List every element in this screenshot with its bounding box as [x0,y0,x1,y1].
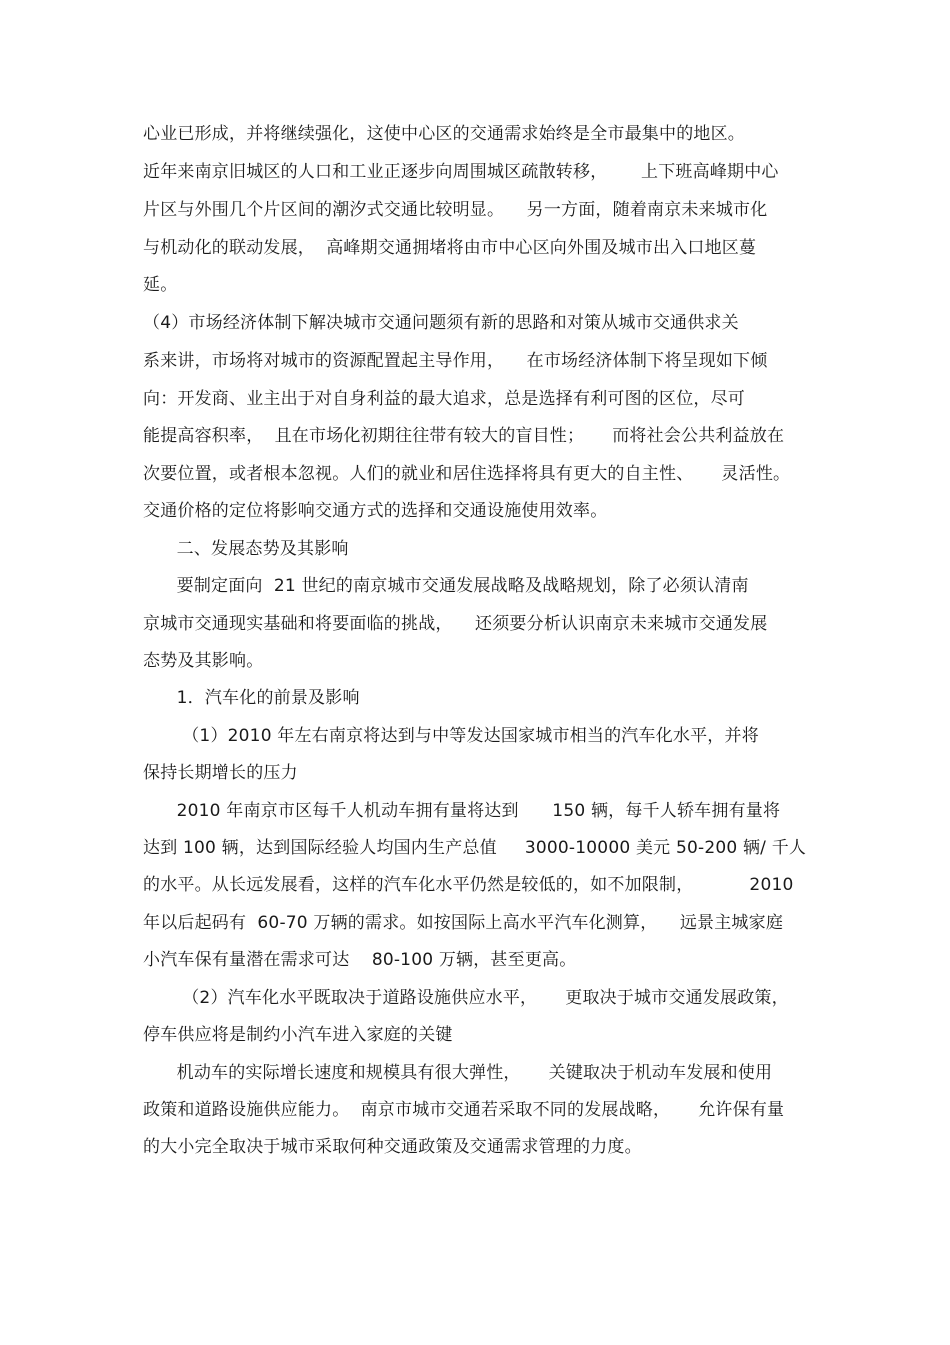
text-line: 系来讲，市场将对城市的资源配置起主导作用， 在市场经济体制下将呈现如下倾 [143,351,768,371]
text-line: 机动车的实际增长速度和规模具有很大弹性， 关键取决于机动车发展和使用 [143,1063,773,1083]
text-line: 年以后起码有 60-70 万辆的需求。如按国际上高水平汽车化测算， 远景主城家庭 [143,913,784,933]
text-line: 的大小完全取决于城市采取何种交通政策及交通需求管理的力度。 [143,1137,642,1157]
text-line: 态势及其影响。 [143,651,264,671]
text-line: 2010 年南京市区每千人机动车拥有量将达到 150 辆，每千人轿车拥有量将 [143,801,781,821]
text-line: （1）2010 年左右南京将达到与中等发达国家城市相当的汽车化水平，并将 [143,726,759,746]
subsection-heading: 1．汽车化的前景及影响 [143,688,360,708]
text-line: 片区与外围几个片区间的潮汐式交通比较明显。 另一方面，随着南京未来城市化 [143,200,768,220]
text-line: 与机动化的联动发展， 高峰期交通拥堵将由市中心区向外围及城市出入口地区蔓 [143,238,757,258]
text-line: 要制定面向 21 世纪的南京城市交通发展战略及战略规划，除了必须认清南 [143,576,749,596]
text-line: 心业已形成，并将继续强化，这使中心区的交通需求始终是全市最集中的地区。 [143,124,745,144]
text-line: 保持长期增长的压力 [143,763,298,783]
text-line: 能提高容积率， 且在市场化初期往往带有较大的盲目性； 而将社会公共利益放在 [143,426,785,446]
text-line: 停车供应将是制约小汽车进入家庭的关键 [143,1025,453,1045]
text-line: 延。 [143,275,178,295]
text-line: 的水平。从长远发展看，这样的汽车化水平仍然是较低的，如不加限制， 2010 [143,875,794,895]
text-line: 交通价格的定位将影响交通方式的选择和交通设施使用效率。 [143,501,608,521]
text-line: 次要位置，或者根本忽视。人们的就业和居住选择将具有更大的自主性、 灵活性。 [143,464,791,484]
text-line: （2）汽车化水平既取决于道路设施供应水平， 更取决于城市交通发展政策， [143,988,789,1008]
text-line: 京城市交通现实基础和将要面临的挑战， 还须要分析认识南京未来城市交通发展 [143,614,768,634]
text-line: 达到 100 辆，达到国际经验人均国内生产总值 3000-10000 美元 50-200 辆/ 千人 [143,838,807,858]
text-line: 向：开发商、业主出于对自身利益的最大追求，总是选择有利可图的区位，尽可 [143,389,745,409]
text-line: 政策和道路设施供应能力。 南京市城市交通若采取不同的发展战略， 允许保有量 [143,1100,785,1120]
text-line: （4）市场经济体制下解决城市交通问题须有新的思路和对策从城市交通供求关 [143,313,739,333]
text-line: 小汽车保有量潜在需求可达 80-100 万辆，甚至更高。 [143,950,577,970]
section-heading: 二、发展态势及其影响 [143,539,349,559]
text-line: 近年来南京旧城区的人口和工业正逐步向周围城区疏散转移， 上下班高峰期中心 [143,162,779,182]
